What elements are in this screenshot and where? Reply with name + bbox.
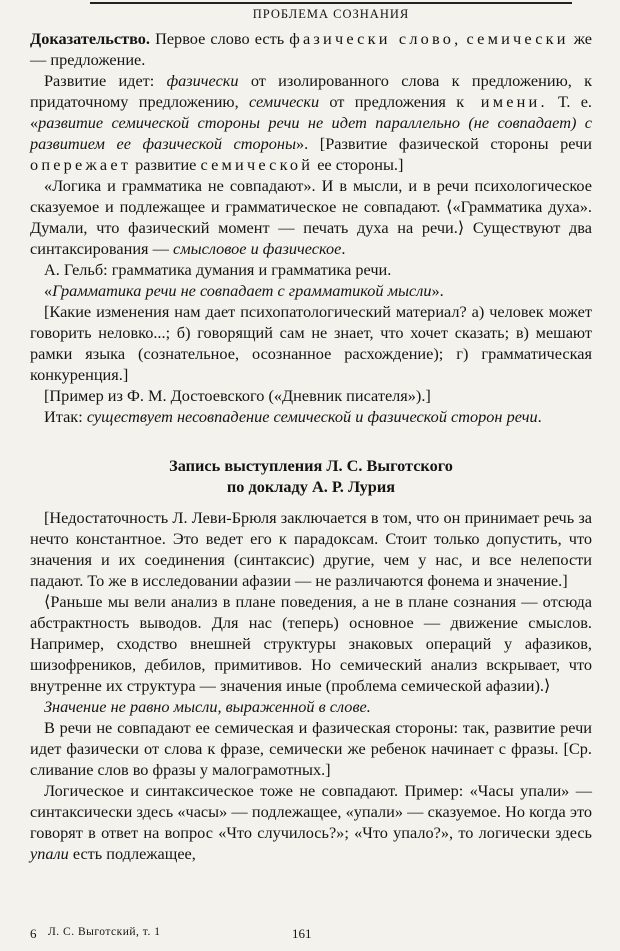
section-heading-line-2: по докладу А. Р. Лурия xyxy=(226,477,396,496)
paragraph-psychopathology: [Какие изменения нам дает психопатологический материал? а) человек может говорить неловко...; б) говорящий сам не знает, что хочет сказать; в) мешают рамки языка (сознательное, осознанное расхождение); г) грамматическая конкуренция.] xyxy=(30,302,592,384)
proof-lead: Доказательство. xyxy=(30,29,150,48)
document-page xyxy=(30,0,592,951)
paragraph-conclusion: Итак: существует несовпадение семической и фазической сторон речи. xyxy=(44,407,542,426)
paragraph-proof: Доказательство. Первое слово есть фазически слово, семически же — предложение. xyxy=(30,29,593,69)
page-number: 161 xyxy=(292,926,312,941)
paragraph-development: Развитие идет: фазически от изолированного слова к предложению, к придаточному предложению, семически от предложения к имени. Т. е. «развитие семической стороны речи не идет параллельно (не совпадает) с развитием ее фазической стороны». [Развитие фазической стороны речи опережает развитие семической ее стороны.] xyxy=(30,71,592,174)
section-heading-line-1: Запись выступления Л. С. Выготского xyxy=(169,456,453,475)
paragraph-meaning: Значение не равно мысли, выраженной в слове. xyxy=(44,697,371,716)
page-footer xyxy=(30,926,592,946)
section-heading xyxy=(30,455,592,497)
paragraph-clock-example: Логическое и синтаксическое тоже не совпадают. Пример: «Часы упали» — синтаксически здесь «часы» — подлежащее, «упали» — сказуемое. Но когда это говорят в ответ на вопрос «Что случилось?»; «Что упало?», то логически здесь упали есть подлежащее, xyxy=(30,781,592,863)
running-header xyxy=(90,2,572,22)
footer-author: Л. С. Выготский, т. 1 xyxy=(48,926,161,938)
paragraph-levy-bruhl: [Недостаточность Л. Леви-Брюля заключается в том, что он принимает речь за нечто константное. Это ведет его к парадоксам. Стоит только допустить, что значения и их соединения (синтаксис) другие, чем у нас, и все нелепости падают. То же в исследовании афазии — не различаются фонема и значение.] xyxy=(30,508,592,590)
paragraph-dostoevsky: [Пример из Ф. М. Достоевского («Дневник писателя»).] xyxy=(44,386,431,405)
body-text xyxy=(30,28,592,864)
paragraph-semic-phasic: В речи не совпадают ее семическая и фазическая стороны: так, развитие речи идет фазически от слова к фразе, семически же ребенок начинает с фразы. [Ср. сливание слов во фразы у малограмотных.] xyxy=(30,718,592,779)
paragraph-behavior-analysis: ⟨Раньше мы вели анализ в плане поведения, а не в плане сознания — отсюда абстрактность выводов. Для нас (теперь) основное — движение смыслов. Например, сходство внешней структуры знаковых операций у афазиков, шизофреников, дебилов, примитивов. Но семический анализ вскрывает, что внутренне их структура — значения иные (проблема семической афазии).⟩ xyxy=(30,592,592,695)
paragraph-grammar-quote: «Грамматика речи не совпадает с грамматикой мысли». xyxy=(44,281,444,300)
paragraph-gelb: А. Гельб: грамматика думания и грамматика речи. xyxy=(44,260,392,279)
paragraph-logic-grammar: «Логика и грамматика не совпадают». И в мысли, и в речи психологическое сказуемое и подлежащее и грамматическое не совпадают. ⟨«Грамматика духа». Думали, что фазический момент — печать духа на речи.⟩ Существуют два синтаксирования — смысловое и фазическое. xyxy=(30,176,592,258)
signature-mark: 6 xyxy=(30,926,37,941)
running-title: ПРОБЛЕМА СОЗНАНИЯ xyxy=(252,7,410,21)
